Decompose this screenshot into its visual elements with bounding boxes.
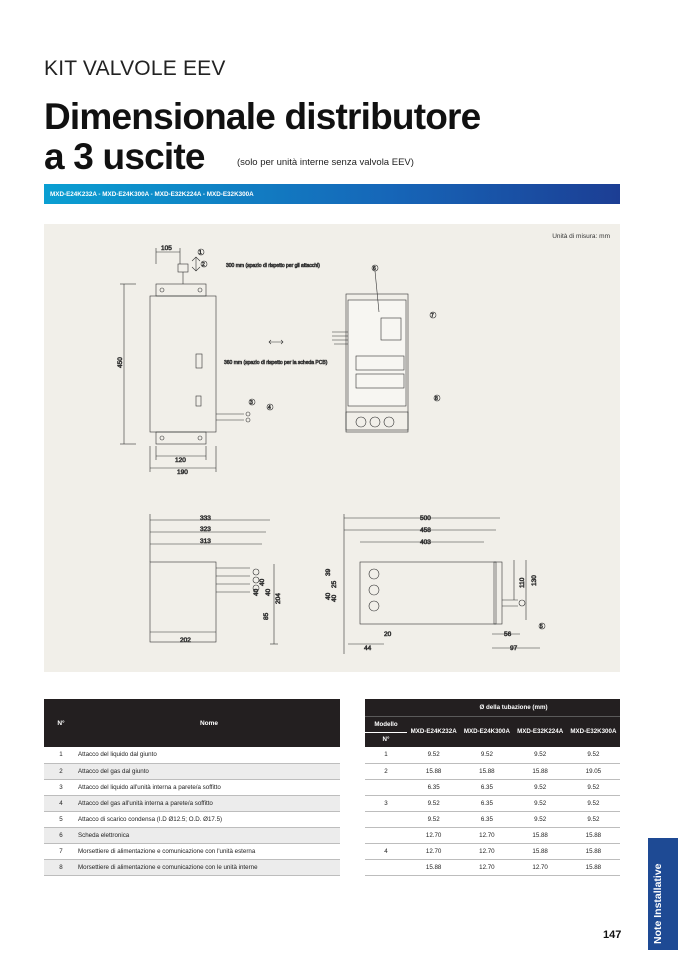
part-name: Morsettiere di alimentazione e comunicazione con le unità interne [78, 859, 340, 875]
page-subtitle: (solo per unità interne senza valvola EEV) [237, 157, 414, 168]
dim-202: 202 [180, 637, 191, 644]
model-header-4: MXD-E32K300A [567, 716, 620, 747]
dim-204: 204 [275, 593, 282, 604]
table-row [44, 763, 340, 779]
part-name: Attacco del liquido dal giunto [78, 747, 340, 763]
page-number: 147 [603, 929, 622, 941]
pipe-corner [365, 699, 407, 716]
pipe-num [365, 779, 407, 795]
callout-3: 3 [250, 400, 253, 406]
table-row [44, 859, 340, 875]
dim-190: 190 [177, 469, 188, 476]
pipe-cell: 6.35 [460, 795, 513, 811]
dim-130: 130 [531, 575, 538, 586]
dim-40a: 40 [259, 578, 266, 586]
dim-500: 500 [420, 515, 431, 522]
pipe-cell: 6.35 [460, 811, 513, 827]
dim-313: 313 [200, 538, 211, 545]
callout-6: 6 [373, 266, 376, 272]
title-line-2: a 3 uscite [44, 136, 205, 177]
callout-8: 8 [435, 396, 438, 402]
pipe-cell: 12.70 [460, 843, 513, 859]
technical-drawing [44, 224, 620, 672]
pipe-num: 1 [365, 747, 407, 763]
pipe-cell: 15.88 [567, 859, 620, 875]
parts-header-name: Nome [78, 699, 340, 747]
pipe-num: 3 [365, 795, 407, 811]
table-row [44, 795, 340, 811]
callout-5: 5 [540, 624, 543, 630]
dim-105: 105 [161, 245, 172, 252]
pipe-group-header: Ø della tubazione (mm) [407, 699, 620, 716]
model-bar: MXD-E24K232A - MXD-E24K300A - MXD-E32K224A - MXD-E32K300A [44, 184, 620, 204]
pipe-cell: 15.88 [407, 859, 460, 875]
part-num: 8 [44, 859, 78, 875]
pipe-cell: 15.88 [460, 763, 513, 779]
model-header-2: MXD-E24K300A [460, 716, 513, 747]
pipe-diameter-table [365, 699, 620, 876]
title-line-1: Dimensionale distributore [44, 96, 481, 137]
part-num: 2 [44, 763, 78, 779]
model-header-1: MXD-E24K232A [407, 716, 460, 747]
parts-table [44, 699, 340, 876]
callout-4: 4 [268, 405, 271, 411]
pipe-cell: 9.52 [407, 795, 460, 811]
pipe-cell: 9.52 [514, 795, 567, 811]
part-num: 7 [44, 843, 78, 859]
table-row [365, 747, 620, 763]
unit-front-view [344, 514, 545, 654]
note-300mm: 300 mm (spazio di rispetto per gli attacchi) [226, 263, 320, 269]
table-row [44, 827, 340, 843]
dim-56: 56 [504, 631, 512, 638]
table-row [365, 763, 620, 779]
callout-2: 2 [202, 262, 205, 268]
pipe-cell: 9.52 [514, 811, 567, 827]
side-tab[interactable] [648, 838, 678, 950]
unit-open-view [332, 265, 440, 432]
table-row [365, 827, 620, 843]
pipe-cell: 19.05 [567, 763, 620, 779]
part-name: Attacco del gas dal giunto [78, 763, 340, 779]
callout-7: 7 [431, 313, 434, 319]
parts-header-num: N° [44, 699, 78, 747]
pipe-cell: 15.88 [407, 763, 460, 779]
pipe-num: 4 [365, 843, 407, 859]
dim-450: 450 [117, 357, 124, 368]
pipe-cell: 15.88 [567, 827, 620, 843]
model-header-3: MXD-E32K224A [514, 716, 567, 747]
table-row [365, 779, 620, 795]
pipe-cell: 9.52 [567, 795, 620, 811]
pipe-cell: 9.52 [514, 747, 567, 763]
pipe-cell: 9.52 [567, 747, 620, 763]
part-name: Morsettiere di alimentazione e comunicazione con l'unità esterna [78, 843, 340, 859]
dim-110: 110 [519, 577, 526, 588]
pipe-cell: 9.52 [567, 811, 620, 827]
dim-120: 120 [175, 457, 186, 464]
dim-403: 403 [420, 539, 431, 546]
part-num: 4 [44, 795, 78, 811]
pipe-cell: 12.70 [514, 859, 567, 875]
pipe-cell: 6.35 [407, 779, 460, 795]
dim-458: 458 [420, 527, 431, 534]
pipe-num [365, 827, 407, 843]
pipe-cell: 15.88 [514, 827, 567, 843]
dim-44: 44 [364, 645, 372, 652]
table-row [44, 811, 340, 827]
pipe-cell: 9.52 [407, 747, 460, 763]
dim-97: 97 [510, 645, 518, 652]
pipe-cell: 12.70 [460, 859, 513, 875]
pipe-num [365, 811, 407, 827]
part-num: 3 [44, 779, 78, 795]
section-kicker: KIT VALVOLE EEV [44, 57, 226, 80]
dim-40b: 40 [265, 588, 272, 596]
pipe-cell: 9.52 [460, 747, 513, 763]
pipe-cell: 12.70 [460, 827, 513, 843]
part-name: Attacco del liquido all'unità interna a parete/a soffitto [78, 779, 340, 795]
dimension-drawing [44, 224, 620, 672]
part-name: Attacco del gas all'unità interna a parete/a soffitto [78, 795, 340, 811]
pipe-cell: 9.52 [407, 811, 460, 827]
dim-323: 323 [200, 526, 211, 533]
units-note: Unità di misura: mm [552, 233, 610, 240]
pipe-cell: 12.70 [407, 843, 460, 859]
dim-40e: 40 [331, 594, 338, 602]
table-row [44, 843, 340, 859]
part-num: 5 [44, 811, 78, 827]
note-360mm: 360 mm (spazio di rispetto per la scheda PCB) [224, 360, 328, 366]
dim-333: 333 [200, 515, 211, 522]
pipe-cell: 9.52 [514, 779, 567, 795]
pipe-cell: 12.70 [407, 827, 460, 843]
pipe-cell: 15.88 [514, 763, 567, 779]
callout-1: 1 [199, 250, 202, 256]
table-row [44, 779, 340, 795]
dim-40c: 40 [253, 588, 260, 596]
pipe-cell: 15.88 [514, 843, 567, 859]
table-row [365, 843, 620, 859]
part-name: Scheda elettronica [78, 827, 340, 843]
pipe-num: 2 [365, 763, 407, 779]
dim-25: 25 [331, 580, 338, 588]
pipe-cell: 9.52 [567, 779, 620, 795]
table-row [44, 747, 340, 763]
dim-85: 85 [263, 612, 270, 620]
dim-20: 20 [384, 631, 392, 638]
pipe-num [365, 859, 407, 875]
part-num: 1 [44, 747, 78, 763]
table-row [365, 859, 620, 875]
model-label: Modello [365, 716, 407, 732]
dim-39: 39 [325, 568, 332, 576]
table-row [365, 795, 620, 811]
pipe-cell: 15.88 [567, 843, 620, 859]
table-row [365, 811, 620, 827]
pipe-cell: 6.35 [460, 779, 513, 795]
dim-40d: 40 [325, 592, 332, 600]
num-label: N° [365, 732, 407, 747]
side-tab-label: Note Installative [652, 863, 664, 944]
part-num: 6 [44, 827, 78, 843]
part-name: Attacco di scarico condensa (I.D Ø12.5; O.D. Ø17.5) [78, 811, 340, 827]
